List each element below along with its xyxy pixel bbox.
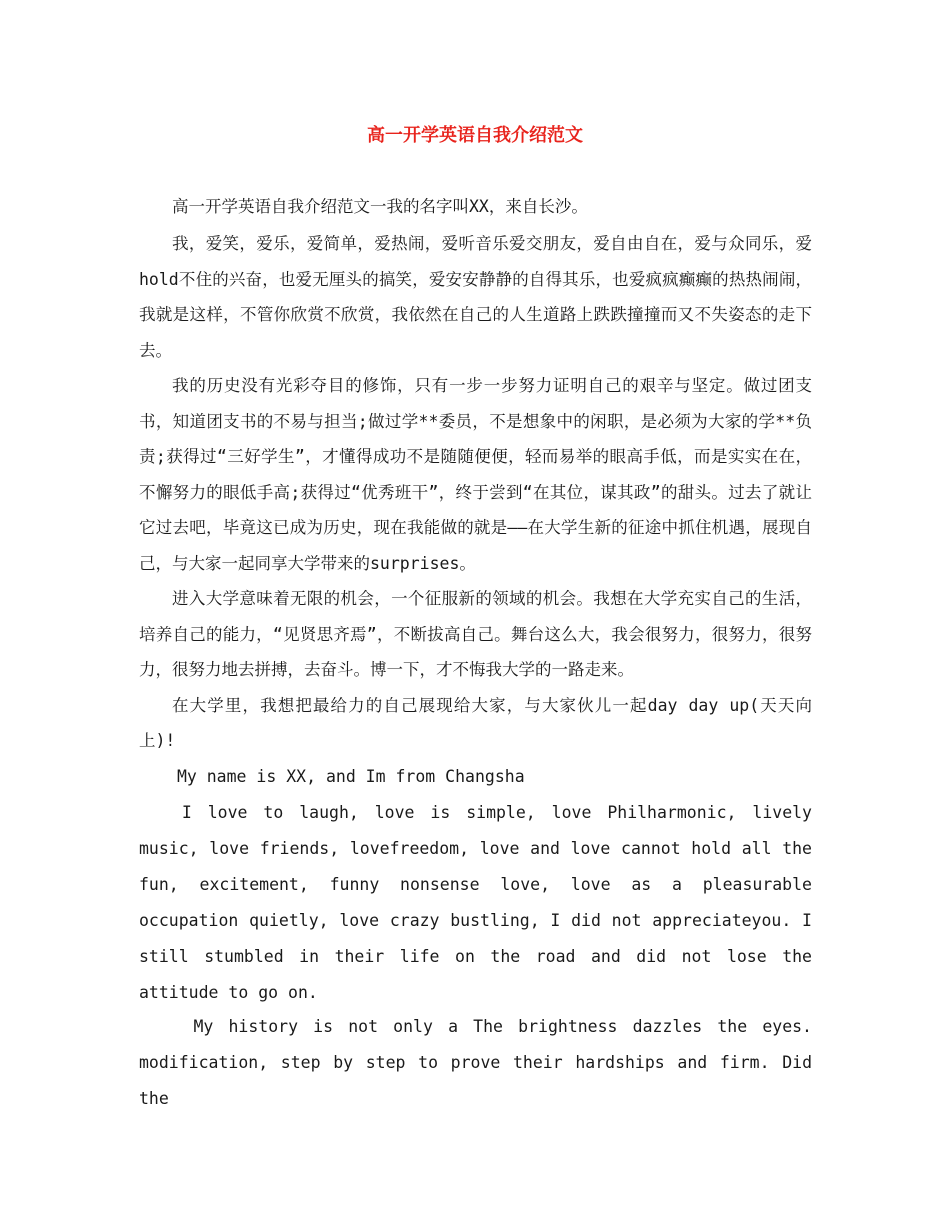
paragraph-personality: 我，爱笑，爱乐，爱简单，爱热闹，爱听音乐爱交朋友，爱自由自在，爱与众同乐，爱hold不住的兴奋，也爱无厘头的搞笑，爱安安静静的自得其乐，也爱疯疯癫癫的热热闹闹，我就是这样，不管你欣赏不欣赏，我依然在自己的人生道路上跌跌撞撞而又不失姿态的走下去。 bbox=[139, 234, 812, 360]
paragraph-university: 进入大学意味着无限的机会，一个征服新的领域的机会。我想在大学充实自己的生活，培养自己的能力，“见贤思齐焉”，不断拔高自己。舞台这么大，我会很努力，很努力，很努力，很努力地去拼搏，去奋斗。博一下，才不悔我大学的一路走来。 bbox=[139, 589, 812, 679]
paragraph-day-day-up: 在大学里，我想把最给力的自己展现给大家，与大家伙儿一起day day up(天天向上)! bbox=[139, 695, 812, 750]
paragraph-english-name: My name is XX, and Im from Changsha bbox=[176, 766, 525, 786]
paragraph-history: 我的历史没有光彩夺目的修饰，只有一步一步努力证明自己的艰辛与坚定。做过团支书，知道团支书的不易与担当;做过学**委员，不是想象中的闲职，是必须为大家的学**负责;获得过“三好学生”，才懂得成功不是随随便便，轻而易举的眼高手低，而是实实在在，不懈努力的眼低手高;获得过“优秀班干”，终于尝到“在其位，谋其政”的甜头。过去了就让它过去吧，毕竟这已成为历史，现在我能做的就是——在大学生新的征途中抓住机遇，展现自己，与大家一起同享大学带来的surprises。 bbox=[139, 376, 812, 573]
paragraph-english-history: My history is not only a The brightness dazzles the eyes. modification, step by step to prove their hardships and firm. Did the bbox=[139, 1016, 812, 1108]
paragraph-english-personality: I love to laugh, love is simple, love Philharmonic, lively music, love friends, lovefreedom, love and love cannot hold all the fun, excitement, funny nonsense love, love as a pleasurable occupation quietly, love crazy bustling, I did not appreciateyou. I still stumbled in their life on the road and did not lose the attitude to go on. bbox=[139, 802, 812, 1002]
document-body bbox=[139, 190, 812, 1117]
paragraph-intro: 高一开学英语自我介绍范文一我的名字叫XX，来自长沙。 bbox=[172, 197, 588, 216]
document-title: 高一开学英语自我介绍范文 bbox=[367, 125, 583, 146]
